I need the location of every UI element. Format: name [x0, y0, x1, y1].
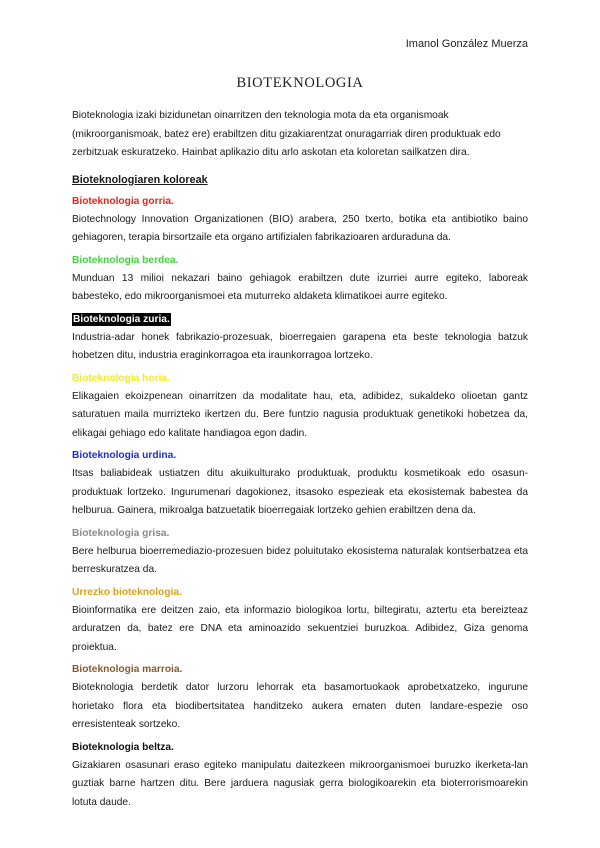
category-description: Munduan 13 milioi nekazari baino gehiagok erabiltzen dute izurriei aurre egiteko, laboreak babesteko, edo mikroorganismoei eta muturreko aldaketa klimatikoei aurre egiteko. — [72, 272, 528, 302]
category-description: Bioinformatika ere deitzen zaio, eta informazio biologikoa lortu, biltegiratu, aztertu eta bereizteaz arduratzen da, batez ere DNA eta aminoazido sekuentziei buruzkoa. Adibidez, Giza genoma proiektua. — [72, 604, 528, 653]
category-heading-text: Bioteknologia berdea. — [72, 254, 179, 266]
intro-paragraph: Bioteknologia izaki bizidunetan oinarritzen den teknologia mota da eta organismoak (mikroorganismoak, batez ere) erabiltzen ditu gizakiarentzat onuragarriak diren produktuak edo zerbitzuak eskuratzeko. Hainbat aplikazio ditu arlo askotan eta koloretan sailkatzen dira. — [72, 110, 501, 158]
category-description: Biotechnology Innovation Organizationen (BIO) arabera, 250 txerto, botika eta antibiotiko baino gehiagoren, terapia birsortzaile eta organo artifizialen fabrikazioaren arduraduna da. — [72, 213, 528, 243]
category-heading-text: Bioteknologia marroia. — [72, 664, 183, 675]
category-item — [72, 251, 528, 307]
color-categories-list — [72, 192, 528, 813]
category-heading — [72, 583, 528, 602]
category-item — [72, 524, 528, 580]
category-description: Gizakiaren osasunari eraso egiteko manipulatu daitezkeen mikroorganismoei buruzko ikerketa-lan guztiak barne hartzen ditu. Bere jarduera nagusiak gerra biologikoarekin eta bioterrorismoarekin lotuta daude. — [72, 759, 528, 808]
category-item — [72, 738, 528, 813]
author-name: Imanol González Muerza — [405, 38, 528, 50]
category-heading — [72, 310, 528, 329]
document-title: BIOTEKNOLOGIA — [236, 75, 364, 91]
category-heading-text: Bioteknologia horia. — [72, 372, 170, 384]
category-item — [72, 192, 528, 248]
category-heading-text: Bioteknologia gorria. — [72, 195, 174, 207]
category-description: Bere helburua bioerremediazio-prozesuen bidez poluitutako ekosistema naturalak kontserbatzea eta berreskuratzea da. — [72, 545, 528, 575]
category-description: Itsas baliabideak ustiatzen ditu akuikulturako produktuak, produktu kosmetikoak edo osasun-produktuak lortzeko. Ingurumenari dagokionez, itsasoko espezieak eta ekosistemak babestea da helburua. Gainera, mikroalga batzuetatik bioerregaiak lortzeko gehien erabiltzen dena da. — [72, 468, 528, 516]
category-item — [72, 583, 528, 658]
category-item — [72, 660, 528, 735]
category-heading — [72, 524, 528, 543]
category-heading — [72, 251, 528, 270]
category-description: Elikagaien ekoizpenean oinarritzen da modalitate hau, eta, adibidez, sukaldeko olioetan gantz saturatuen maila murrizteko ikertzen du. Bere funtzio nagusia produktuak genetikoki hobetzea da, elikagai gehiago edo kalitate handiagoa egon dadin. — [72, 390, 528, 439]
category-heading — [72, 192, 528, 211]
category-heading-text: Bioteknologia urdina. — [72, 450, 177, 461]
category-heading-text: Urrezko bioteknologia. — [72, 586, 182, 598]
category-heading — [72, 369, 528, 388]
category-description: Industria-adar honek fabrikazio-prozesuak, bioerregaien garapena eta beste teknologia batzuk hobetzen ditu, industria eraginkorragoa eta iraunkorragoa lortzeko. — [72, 331, 528, 361]
category-item — [72, 369, 528, 444]
category-heading — [72, 660, 528, 679]
category-description: Bioteknologia berdetik dator lurzoru lehorrak eta basamortuokaok aprobetxatzeko, ingurune horietako flora eta biodibertsitatea handitzeko aukera ematen duten landare-espezie oso erresistenteak sortzeko. — [72, 682, 528, 730]
document-page — [72, 0, 528, 812]
section-heading: Bioteknologiaren koloreak — [72, 173, 208, 186]
category-item — [72, 446, 528, 521]
category-heading — [72, 738, 528, 757]
category-heading-text: Bioteknologia beltza. — [72, 741, 174, 753]
category-item — [72, 310, 528, 366]
category-heading-text: Bioteknologia zuria. — [73, 313, 170, 325]
category-heading-text: Bioteknologia grisa. — [72, 527, 170, 539]
category-heading — [72, 446, 528, 465]
